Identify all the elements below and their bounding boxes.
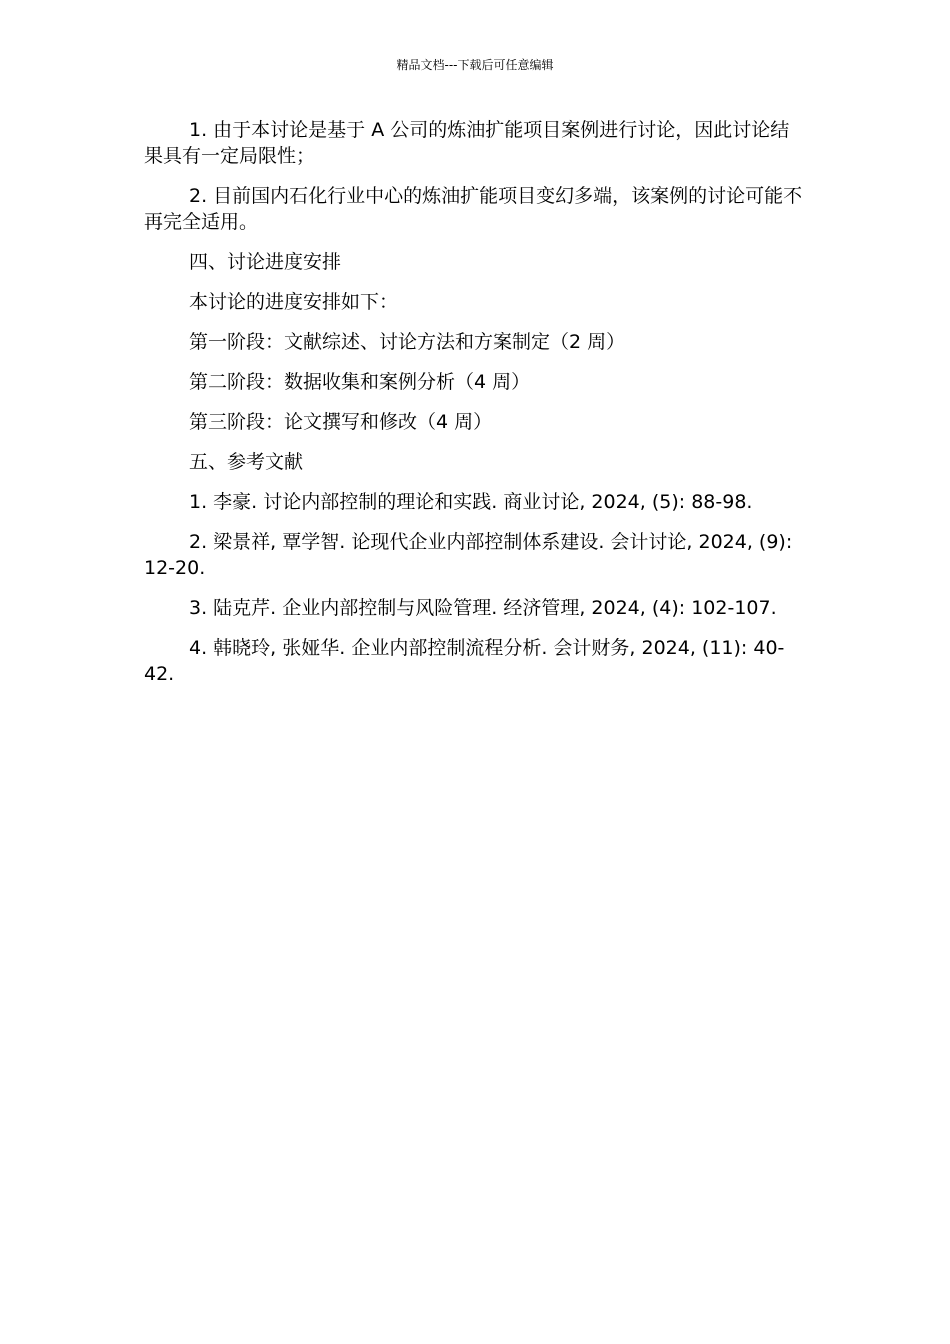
section-heading-references: 五、参考文献 bbox=[189, 451, 304, 473]
limitation-item-1: 1. 由于本讨论是基于 A 公司的炼油扩能项目案例进行讨论，因此讨论结果具有一定局限性； bbox=[144, 119, 790, 167]
reference-item-3: 3. 陆克芹. 企业内部控制与风险管理. 经济管理, 2024, (4): 102-107. bbox=[189, 597, 777, 619]
section-heading-schedule: 四、讨论进度安排 bbox=[189, 251, 342, 273]
reference-item-1: 1. 李豪. 讨论内部控制的理论和实践. 商业讨论, 2024, (5): 88-98. bbox=[189, 491, 753, 513]
reference-item-4: 4. 韩晓玲, 张娅华. 企业内部控制流程分析. 会计财务, 2024, (11): 40-42. bbox=[144, 637, 785, 685]
schedule-stage-1: 第一阶段：文献综述、讨论方法和方案制定（2 周） bbox=[189, 331, 626, 353]
page-header: 精品文档---下载后可任意编辑 bbox=[396, 58, 554, 72]
schedule-intro: 本讨论的进度安排如下： bbox=[189, 291, 399, 313]
reference-item-2: 2. 梁景祥, 覃学智. 论现代企业内部控制体系建设. 会计讨论, 2024, (9): 12-20. bbox=[144, 531, 793, 579]
schedule-stage-2: 第二阶段：数据收集和案例分析（4 周） bbox=[189, 371, 531, 393]
limitation-item-2: 2. 目前国内石化行业中心的炼油扩能项目变幻多端，该案例的讨论可能不再完全适用。 bbox=[144, 185, 803, 233]
document-body bbox=[144, 117, 806, 701]
schedule-stage-3: 第三阶段：论文撰写和修改（4 周） bbox=[189, 411, 493, 433]
